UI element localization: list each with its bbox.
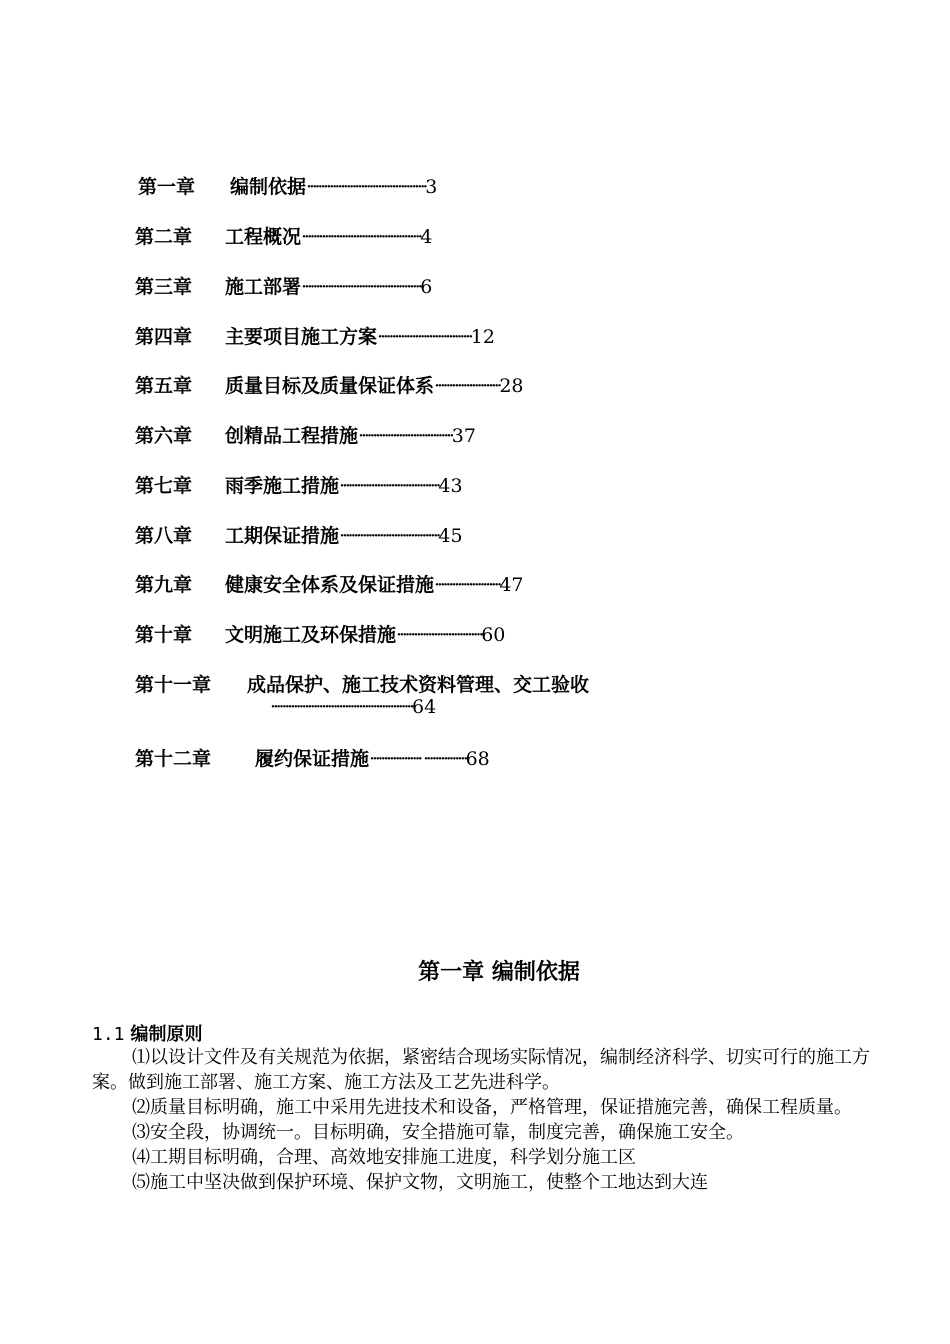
- toc-chapter: 第三章: [135, 276, 193, 298]
- toc-title: 成品保护、施工技术资料管理、交工验收: [247, 674, 590, 696]
- toc-title: 编制依据: [230, 176, 307, 198]
- toc-chapter: 第九章: [135, 574, 193, 596]
- toc-leader: ·································: [377, 326, 471, 348]
- toc-title: 创精品工程措施: [225, 425, 359, 447]
- toc-page: 45: [438, 525, 463, 547]
- toc-title: 健康安全体系及保证措施: [225, 574, 435, 596]
- toc-leader: ···································: [339, 525, 439, 547]
- toc-entry[interactable]: [135, 322, 495, 352]
- toc-leader: ··········································: [306, 176, 426, 198]
- toc-leader: ··········································: [301, 226, 421, 248]
- paragraph: ⑷工期目标明确，合理、高效地安排施工进度，科学划分施工区: [132, 1147, 636, 1168]
- toc-page: 37: [451, 425, 476, 447]
- paragraph: ⑸施工中坚决做到保护环境、保护文物，文明施工，使整个工地达到大连: [132, 1172, 708, 1193]
- toc-page: 43: [438, 475, 463, 497]
- toc-chapter: 第十一章: [135, 674, 212, 696]
- paragraph: ⑶安全段，协调统一。目标明确，安全措施可靠，制度完善，确保施工安全。: [132, 1122, 744, 1143]
- toc-title: 雨季施工措施: [225, 475, 340, 497]
- toc-page: 6: [420, 276, 433, 298]
- toc-leader: ·················· ···············: [369, 748, 466, 770]
- toc-entry[interactable]: [135, 421, 476, 451]
- toc-title: 质量目标及质量保证体系: [225, 375, 435, 397]
- toc-entry[interactable]: [135, 222, 432, 252]
- chapter-title: 第一章 编制依据: [418, 960, 580, 985]
- toc-page: 28: [499, 375, 524, 397]
- toc-leader: ···································: [339, 475, 439, 497]
- toc-chapter: 第七章: [135, 475, 193, 497]
- toc-page: 64: [411, 696, 437, 718]
- toc-entry[interactable]: [135, 521, 463, 551]
- toc-chapter: 第一章: [138, 176, 196, 198]
- toc-title: 主要项目施工方案: [225, 326, 378, 348]
- toc-leader: ·······················: [434, 574, 500, 596]
- toc-title: 施工部署: [225, 276, 302, 298]
- toc-entry-continuation[interactable]: [270, 696, 436, 718]
- toc-title: 工程概况: [225, 226, 302, 248]
- toc-entry[interactable]: [135, 371, 524, 401]
- toc-title: 工期保证措施: [225, 525, 340, 547]
- section-number: 1.1: [92, 1024, 125, 1045]
- toc-entry[interactable]: [135, 620, 505, 650]
- toc-page: 12: [470, 326, 495, 348]
- section-heading: [92, 1020, 203, 1046]
- toc-chapter: 第四章: [135, 326, 193, 348]
- toc-page: 47: [499, 574, 524, 596]
- toc-entry[interactable]: [135, 471, 463, 501]
- toc-chapter: 第六章: [135, 425, 193, 447]
- body-text: [92, 1045, 870, 1195]
- toc-page: 3: [425, 176, 438, 198]
- toc-entry[interactable]: [135, 570, 524, 600]
- toc-entry[interactable]: [135, 272, 432, 302]
- paragraph: ⑵质量目标明确，施工中采用先进技术和设备，严格管理，保证措施完善，确保工程质量。: [132, 1097, 852, 1118]
- toc-leader: ·······················: [434, 375, 500, 397]
- toc-leader: ··················································: [270, 696, 412, 718]
- toc-title: 文明施工及环保措施: [225, 624, 397, 646]
- toc-page: 68: [465, 748, 490, 770]
- toc-chapter: 第二章: [135, 226, 193, 248]
- toc-chapter: 第十二章: [135, 748, 212, 770]
- toc-entry[interactable]: [135, 744, 490, 774]
- toc-chapter: 第八章: [135, 525, 193, 547]
- section-title: 编制原则: [130, 1024, 203, 1045]
- toc-leader: ·································: [358, 425, 452, 447]
- toc-page: 4: [420, 226, 433, 248]
- toc-chapter: 第五章: [135, 375, 193, 397]
- toc-leader: ······························: [396, 624, 482, 646]
- toc-chapter: 第十章: [135, 624, 193, 646]
- toc-entry[interactable]: [135, 172, 437, 202]
- paragraph: ⑴以设计文件及有关规范为依据，紧密结合现场实际情况，编制经济科学、切实可行的施工方案。做到施工部署、施工方案、施工方法及工艺先进科学。: [92, 1047, 870, 1093]
- toc-page: 60: [481, 624, 506, 646]
- toc-title: 履约保证措施: [255, 748, 370, 770]
- toc-leader: ··········································: [301, 276, 421, 298]
